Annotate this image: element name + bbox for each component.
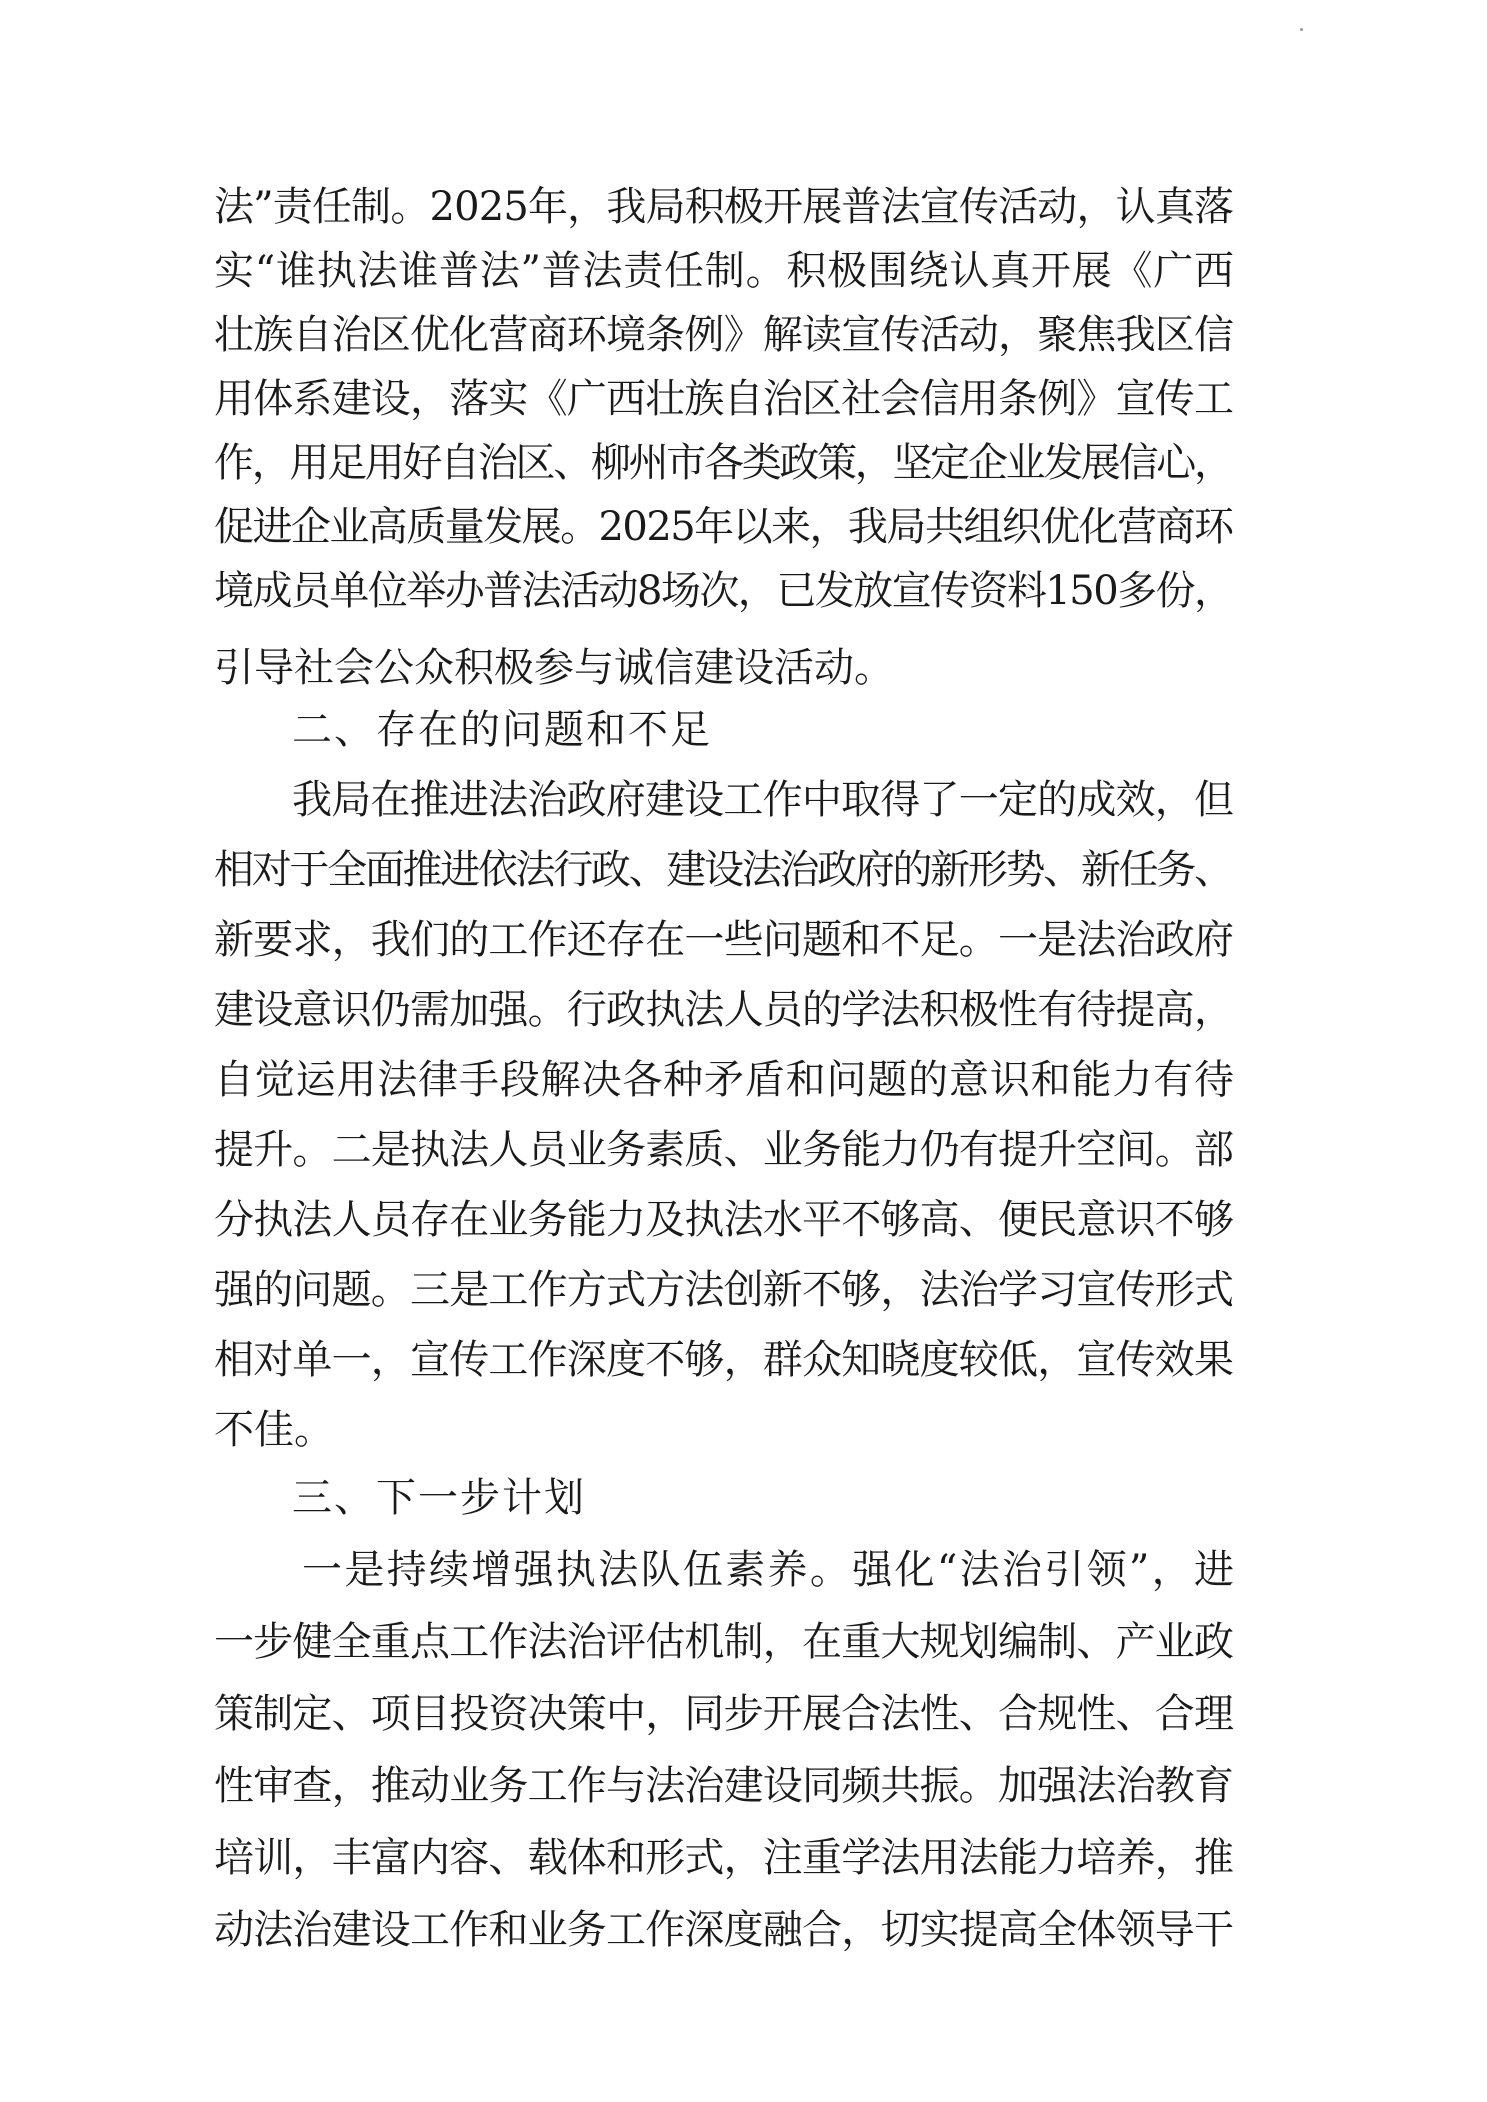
text-line: 促进企业高质量发展。2025年以来，我局共组织优化营商环 bbox=[214, 504, 1233, 550]
text-line: 强的问题。三是工作方式方法创新不够，法治学习宣传形式 bbox=[214, 1267, 1234, 1313]
text-line: 实“谁执法谁普法”普法责任制。积极围绕认真开展《广西 bbox=[214, 248, 1234, 294]
text-line: 引导社会公众积极参与诚信建设活动。 bbox=[214, 645, 894, 691]
text-line: 一步健全重点工作法治评估机制，在重大规划编制、产业政 bbox=[214, 1619, 1234, 1665]
text-line: 动法治建设工作和业务工作深度融合，切实提高全体领导干 bbox=[214, 1907, 1234, 1953]
text-line: 自觉运用法律手段解决各种矛盾和问题的意识和能力有待 bbox=[214, 1057, 1234, 1103]
text-line: 一是持续增强执法队伍素养。强化“法治引领”，进 bbox=[302, 1547, 1234, 1593]
text-line: 不佳。 bbox=[214, 1407, 334, 1453]
section-heading-problems: 二、存在的问题和不足 bbox=[292, 707, 712, 753]
text-line: 建设意识仍需加强。行政执法人员的学法积极性有待提高， bbox=[214, 987, 1234, 1033]
scan-speck bbox=[1300, 28, 1303, 31]
section-heading-next-steps: 三、下一步计划 bbox=[292, 1475, 586, 1521]
text-line: 作，用足用好自治区、柳州市各类政策，坚定企业发展信心， bbox=[214, 440, 1232, 486]
text-line: 培训，丰富内容、载体和形式，注重学法用法能力培养，推 bbox=[214, 1835, 1234, 1881]
text-line: 新要求，我们的工作还存在一些问题和不足。一是法治政府 bbox=[214, 917, 1234, 963]
text-line: 策制定、项目投资决策中，同步开展合法性、合规性、合理 bbox=[214, 1691, 1234, 1737]
text-line: 壮族自治区优化营商环境条例》解读宣传活动，聚焦我区信 bbox=[214, 312, 1234, 358]
text-line: 我局在推进法治政府建设工作中取得了一定的成效，但 bbox=[292, 777, 1234, 823]
text-line: 相对单一，宣传工作深度不够，群众知晓度较低，宣传效果 bbox=[214, 1337, 1234, 1383]
text-line: 法”责任制。2025年，我局积极开展普法宣传活动，认真落 bbox=[214, 184, 1234, 230]
text-line: 用体系建设，落实《广西壮族自治区社会信用条例》宣传工 bbox=[214, 376, 1234, 422]
text-line: 境成员单位举办普法活动8场次，已发放宣传资料150多份， bbox=[214, 568, 1233, 614]
text-line: 相对于全面推进依法行政、建设法治政府的新形势、新任务、 bbox=[214, 847, 1232, 893]
text-line: 性审查，推动业务工作与法治建设同频共振。加强法治教育 bbox=[214, 1763, 1234, 1809]
text-line: 分执法人员存在业务能力及执法水平不够高、便民意识不够 bbox=[214, 1197, 1234, 1243]
text-line: 提升。二是执法人员业务素质、业务能力仍有提升空间。部 bbox=[214, 1127, 1234, 1173]
